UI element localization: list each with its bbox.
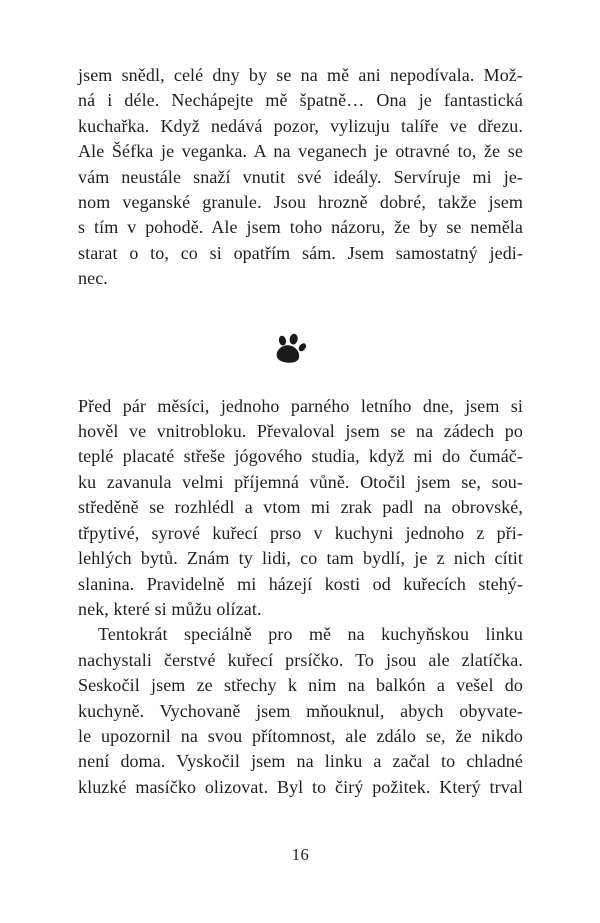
text-line: třpytivé, syrové kuřecí prso v kuchyni jednoho z při- [78, 522, 523, 543]
text-line: kuchařka. Když nedává pozor, vylizuju talíře ve dřezu. [78, 115, 523, 136]
text-line: starat o to, co si opatřím sám. Jsem samostatný jedi- [78, 242, 523, 263]
text-line: nec. [78, 268, 108, 289]
text-line: nom veganské granule. Jsou hrozně dobré, takže jsem [78, 192, 523, 213]
text-line: Před pár měsíci, jednoho parného letního dne, jsem si [78, 395, 523, 416]
text-line: Seskočil jsem ze střechy k nim na balkón a vešel do [78, 675, 523, 696]
section-break [78, 331, 523, 369]
paragraph-3 [78, 622, 523, 800]
text-line: ku zavanula velmi příjemná vůně. Otočil jsem se, sou- [78, 471, 523, 492]
text-line: nachystali čerstvé kuřecí prsíčko. To jsou ale zlatíčka. [78, 649, 523, 670]
text-line: lehlých bytů. Znám ty lidi, co tam bydlí, je z nich cítit [78, 548, 523, 569]
text-line: le upozornil na svou přítomnost, ale zdálo se, že nikdo [78, 725, 523, 746]
paw-icon [267, 330, 313, 370]
text-line: Tentokrát speciálně pro mě na kuchyňskou linku [98, 624, 523, 645]
text-line: vám neustále snaží vnutit své ideály. Servíruje mi je- [78, 166, 523, 187]
text-line: teplé placaté střeše jógového studia, když mi do čumáč- [78, 446, 523, 467]
page-number: 16 [291, 845, 310, 864]
text-line: kluzké masíčko olizovat. Byl to čirý požitek. Který trval [78, 776, 523, 797]
text-line: ná i déle. Nechápejte mě špatně… Ona je fantastická [78, 90, 523, 111]
text-line: jsem snědl, celé dny by se na mě ani nepodívala. Mož- [78, 65, 523, 85]
text-line: středěně se rozhlédl a vtom mi zrak padl na obrovské, [78, 497, 523, 518]
text-line: nek, které si můžu olízat. [78, 598, 262, 619]
text-line: s tím v pohodě. Ale jsem toho názoru, že by se neměla [78, 217, 523, 238]
body-text [78, 63, 523, 800]
text-line: kuchyně. Vychovaně jsem mňouknul, abych obyvate- [78, 700, 523, 721]
text-line: není doma. Vyskočil jsem na linku a začal to chladné [78, 751, 523, 772]
text-line: hověl ve vnitrobloku. Převaloval jsem se na zádech po [78, 421, 523, 442]
paragraph-2 [78, 394, 523, 623]
text-line: Ale Šéfka je veganka. A na veganech je otravné to, že se [78, 141, 523, 162]
paragraph-1 [78, 63, 523, 292]
text-line: slanina. Pravidelně mi házejí kosti od kuřecích stehý- [78, 573, 523, 594]
